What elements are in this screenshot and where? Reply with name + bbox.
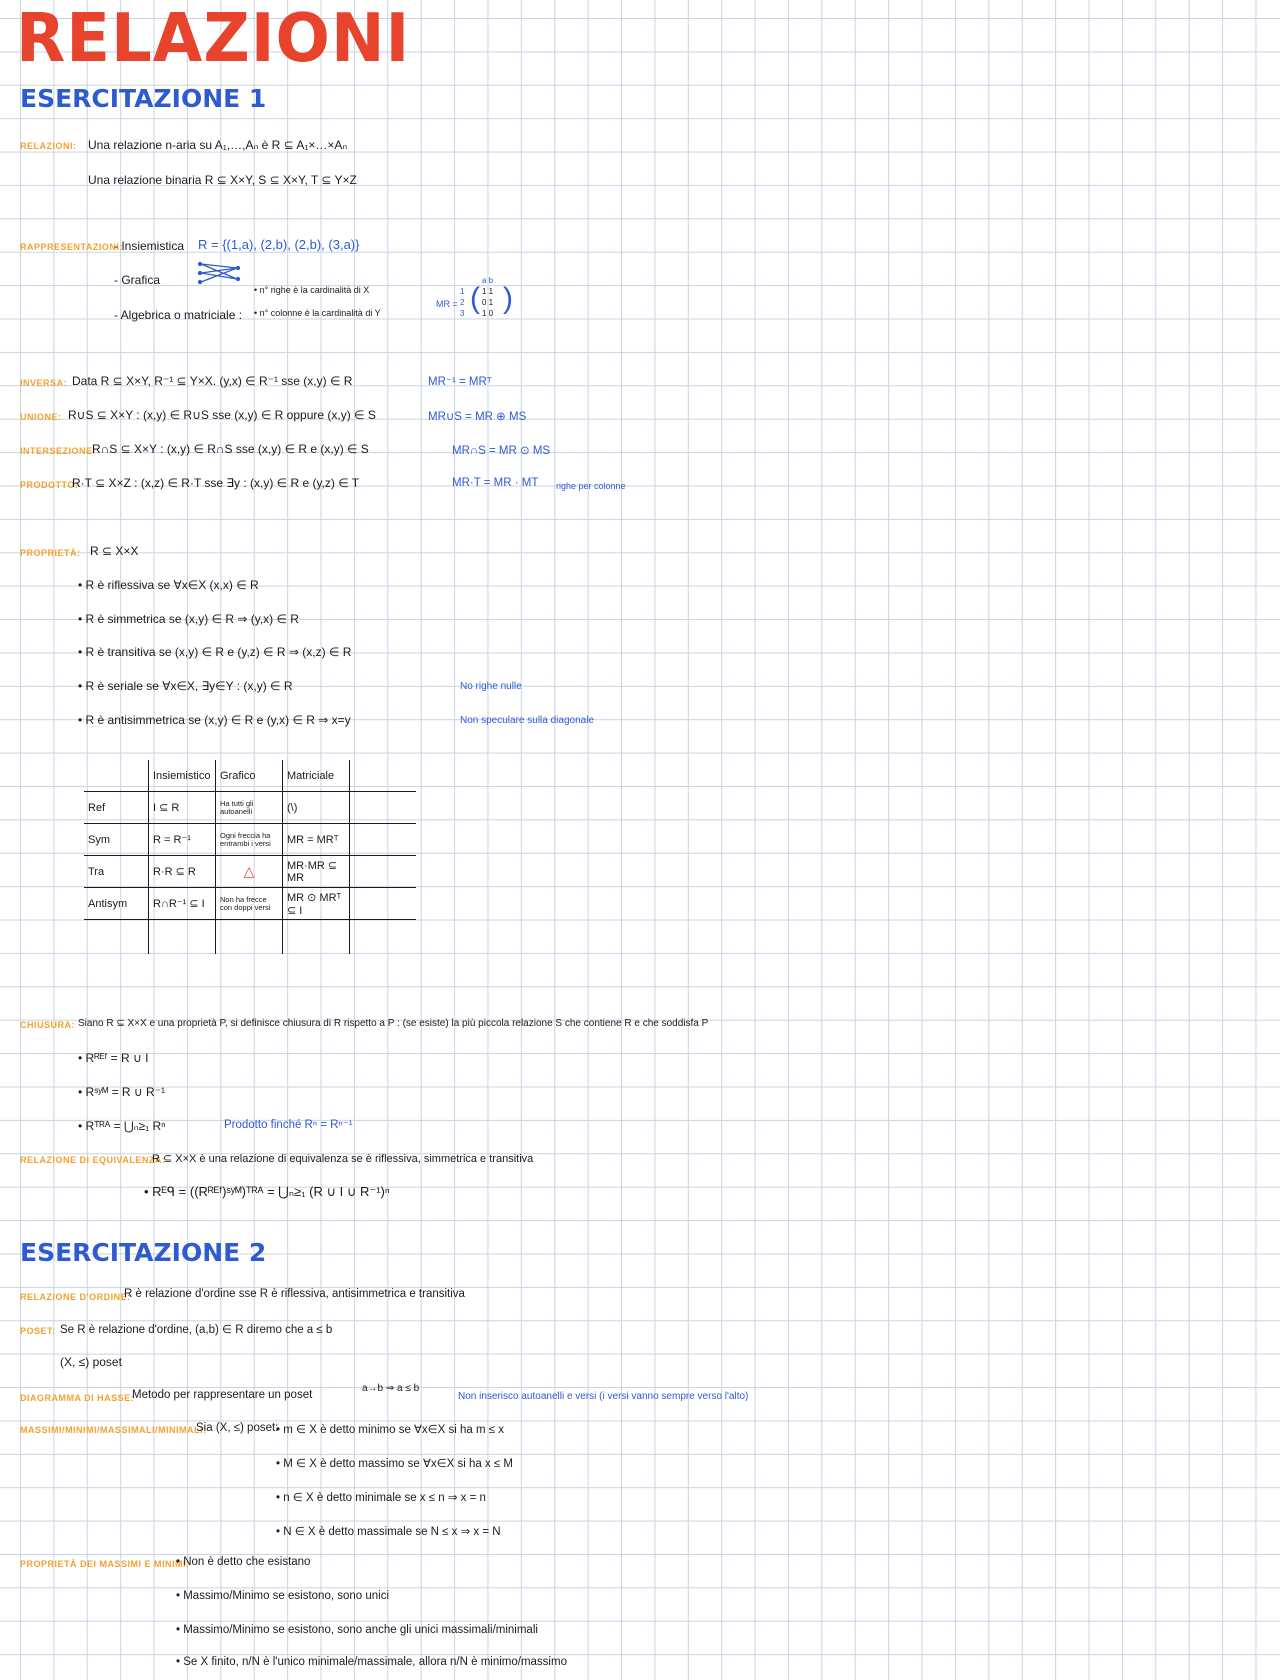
prodotto-text: R·T ⊆ X×Z : (x,z) ∈ R·T sse ∃y : (x,y) ∈ R e (y,z) ∈ T (72, 476, 360, 490)
rapp-grafica: - Grafica (114, 273, 161, 287)
table-header-cell: Insiemistico (149, 760, 216, 792)
rapp-note-righe: • n° righe è la cardinalità di X (254, 285, 370, 295)
prop-antisimmetrica-note: Non speculare sulla diagonale (460, 715, 594, 726)
mm-intro: Sia (X, ≤) poset: (196, 1422, 279, 1434)
table-header-cell: Grafico (216, 760, 283, 792)
equivalenza-text: R ⊆ X×X è una relazione di equivalenza se è riflessiva, simmetrica e transitiva (152, 1153, 534, 1165)
intersezione-matrix: MR∩S = MR ⊙ MS (452, 445, 551, 457)
rapp-algebrica: - Algebrica o matriciale : (114, 308, 243, 322)
label-massimi-minimi: MASSIMI/MINIMI/MASSIMALI/MINIMALI: (20, 1425, 207, 1435)
pmm-item: • Massimo/Minimo se esistono, sono anche gli unici massimali/minimali (176, 1624, 538, 1636)
pmm-item: • Se X finito, n/N è l'unico minimale/massimale, allora n/N è minimo/massimo (176, 1656, 567, 1668)
prodotto-note: righe per colonne (556, 481, 626, 491)
table-cell-ins: I ⊆ R (149, 792, 216, 824)
page-title: RELAZIONI (16, 0, 411, 78)
prop-seriale-note: No righe nulle (460, 681, 522, 692)
proprieta-head: R ⊆ X×X (90, 544, 139, 558)
matrix-row: 1 1 (482, 287, 494, 296)
label-hasse: DIAGRAMMA DI HASSE: (20, 1393, 135, 1403)
table-row (84, 792, 416, 824)
table-cell-ins: R = R⁻¹ (149, 824, 216, 856)
table-header-row (84, 760, 416, 792)
matrix-row-label: 3 (460, 309, 465, 318)
pmm-item: • Massimo/Minimo se esistono, sono unici (176, 1590, 390, 1602)
rapp-insiemistica-value: R = {(1,a), (2,b), (2,b), (3,a)} (198, 237, 360, 252)
intersezione-text: R∩S ⊆ X×Y : (x,y) ∈ R∩S sse (x,y) ∈ R e (x,y) ∈ S (92, 442, 369, 456)
label-chiusura: CHIUSURA: (20, 1020, 75, 1030)
table-cell-mat: MR = MRᵀ (283, 824, 350, 856)
matrix-right-paren: ) (503, 282, 513, 315)
rel-line-1: Una relazione n-aria su A₁,…,Aₙ è R ⊆ A₁×…×Aₙ (88, 138, 348, 152)
inversa-matrix: MR⁻¹ = MRᵀ (428, 376, 492, 388)
matrix-row-label: 1 (460, 287, 465, 296)
table-cell-ins: R∩R⁻¹ ⊆ I (149, 888, 216, 920)
prop-antisimmetrica: • R è antisimmetrica se (x,y) ∈ R e (y,x) ∈ R ⇒ x=y (78, 713, 351, 727)
matrix-row-labels (460, 286, 464, 319)
properties-table (84, 760, 416, 954)
matrix-row-label: 2 (460, 298, 465, 307)
matrix-row: 1 0 (482, 309, 494, 318)
label-prodotto: PRODOTTO: (20, 480, 79, 490)
table-row-name: Antisym (84, 888, 149, 920)
table-cell-ins: R·R ⊆ R (149, 856, 216, 888)
table-cell-mat: (\) (283, 792, 350, 824)
table-cell-mat: MR ⊙ MRᵀ ⊆ I (283, 888, 350, 920)
pmm-item: • Non è detto che esistano (176, 1556, 311, 1568)
table-row-name: Tra (84, 856, 149, 888)
chiusura-ref: • Rᴿᴱᶠ = R ∪ I (78, 1051, 149, 1065)
table-empty-row (84, 920, 416, 955)
matrix-row: 0 1 (482, 298, 494, 307)
rel-line-2: Una relazione binaria R ⊆ X×Y, S ⊆ X×Y, T ⊆ Y×Z (88, 173, 357, 187)
unione-matrix: MR∪S = MR ⊕ MS (428, 411, 527, 423)
matrix-values (482, 286, 493, 319)
poset-text: Se R è relazione d'ordine, (a,b) ∈ R diremo che a ≤ b (60, 1324, 333, 1336)
label-rappresentazioni: RAPPRESENTAZIONI: (20, 242, 123, 252)
inversa-text: Data R ⊆ X×Y, R⁻¹ ⊆ Y×X. (y,x) ∈ R⁻¹ sse (x,y) ∈ R (72, 374, 353, 388)
unione-text: R∪S ⊆ X×Y : (x,y) ∈ R∪S sse (x,y) ∈ R oppure (x,y) ∈ S (68, 408, 376, 422)
label-inversa: INVERSA: (20, 378, 68, 388)
section-heading-2: ESERCITAZIONE 2 (20, 1238, 267, 1267)
table-cell-graf: Ogni freccia ha entrambi i versi (216, 824, 283, 856)
rapp-insiemistica: - Insiemistica (114, 239, 185, 253)
chiusura-tra: • Rᵀᴿᴬ = ⋃ₙ≥₁ Rⁿ (78, 1119, 166, 1133)
prop-simmetrica: • R è simmetrica se (x,y) ∈ R ⇒ (y,x) ∈ R (78, 612, 299, 626)
table-row (84, 824, 416, 856)
chiusura-tra-note: Prodotto finché Rⁿ = Rⁿ⁻¹ (224, 1119, 353, 1131)
section-heading-1: ESERCITAZIONE 1 (20, 84, 267, 113)
table-row (84, 888, 416, 920)
prodotto-matrix: MR·T = MR · MT (452, 477, 539, 489)
matrix-left-paren: ( (470, 282, 480, 315)
label-intersezione: INTERSEZIONE: (20, 446, 97, 456)
bipartite-graph-figure (194, 256, 246, 290)
ordine-text: R è relazione d'ordine sse R è riflessiva, antisimmetrica e transitiva (124, 1288, 465, 1300)
hasse-figure: a→b ⇒ a ≤ b (362, 1383, 420, 1394)
label-proprieta-massimi: PROPRIETÀ DEI MASSIMI E MINIMI: (20, 1559, 190, 1569)
rapp-note-colonne: • n° colonne è la cardinalità di Y (254, 308, 381, 318)
chiusura-sym: • Rˢʸᴹ = R ∪ R⁻¹ (78, 1085, 166, 1099)
equivalenza-formula: • Rᴱᑫ = ((Rᴿᴱᶠ)ˢʸᴹ)ᵀᴿᴬ = ⋃ₙ≥₁ (R ∪ I ∪ R⁻¹)ⁿ (144, 1184, 390, 1199)
matrix-col-labels: a b (482, 276, 494, 285)
label-unione: UNIONE: (20, 412, 62, 422)
mm-minimo: • m ∈ X è detto minimo se ∀x∈X si ha m ≤ x (276, 1424, 505, 1436)
table-cell-graf: Ha tutti gli autoanelli (216, 792, 283, 824)
table-cell-graf: Non ha frecce con doppi versi (216, 888, 283, 920)
mm-massimale: • N ∈ X è detto massimale se N ≤ x ⇒ x = N (276, 1526, 501, 1538)
matrix-name: MR = (436, 299, 458, 309)
prop-seriale: • R è seriale se ∀x∈X, ∃y∈Y : (x,y) ∈ R (78, 679, 293, 693)
table-row-name: Sym (84, 824, 149, 856)
prop-transitiva: • R è transitiva se (x,y) ∈ R e (y,z) ∈ R ⇒ (x,z) ∈ R (78, 645, 352, 659)
label-relazioni: RELAZIONI: (20, 141, 77, 151)
label-proprieta: PROPRIETÀ: (20, 548, 81, 558)
label-poset: POSET: (20, 1326, 56, 1336)
label-ordine: RELAZIONE D'ORDINE: (20, 1292, 131, 1302)
table-cell-mat: MR·MR ⊆ MR (283, 856, 350, 888)
table-row (84, 856, 416, 888)
hasse-text: Metodo per rappresentare un poset (132, 1389, 313, 1401)
prop-riflessiva: • R è riflessiva se ∀x∈X (x,x) ∈ R (78, 578, 259, 592)
table-row-name: Ref (84, 792, 149, 824)
poset-line2: (X, ≤) poset (60, 1355, 122, 1369)
label-equivalenza: RELAZIONE DI EQUIVALENZA: (20, 1155, 166, 1165)
hasse-note: Non inserisco autoanelli e versi (i versi vanno sempre verso l'alto) (458, 1391, 749, 1402)
chiusura-text: Siano R ⊆ X×X e una proprietà P, si definisce chiusura di R rispetto a P : (se esiste) la più piccola relazione S che contiene R e che soddisfa P (78, 1018, 709, 1029)
mm-minimale: • n ∈ X è detto minimale se x ≤ n ⇒ x = n (276, 1492, 486, 1504)
table-header-cell: Matriciale (283, 760, 350, 792)
table-cell-graf: △ (216, 856, 283, 888)
mm-massimo: • M ∈ X è detto massimo se ∀x∈X si ha x ≤ M (276, 1458, 513, 1470)
